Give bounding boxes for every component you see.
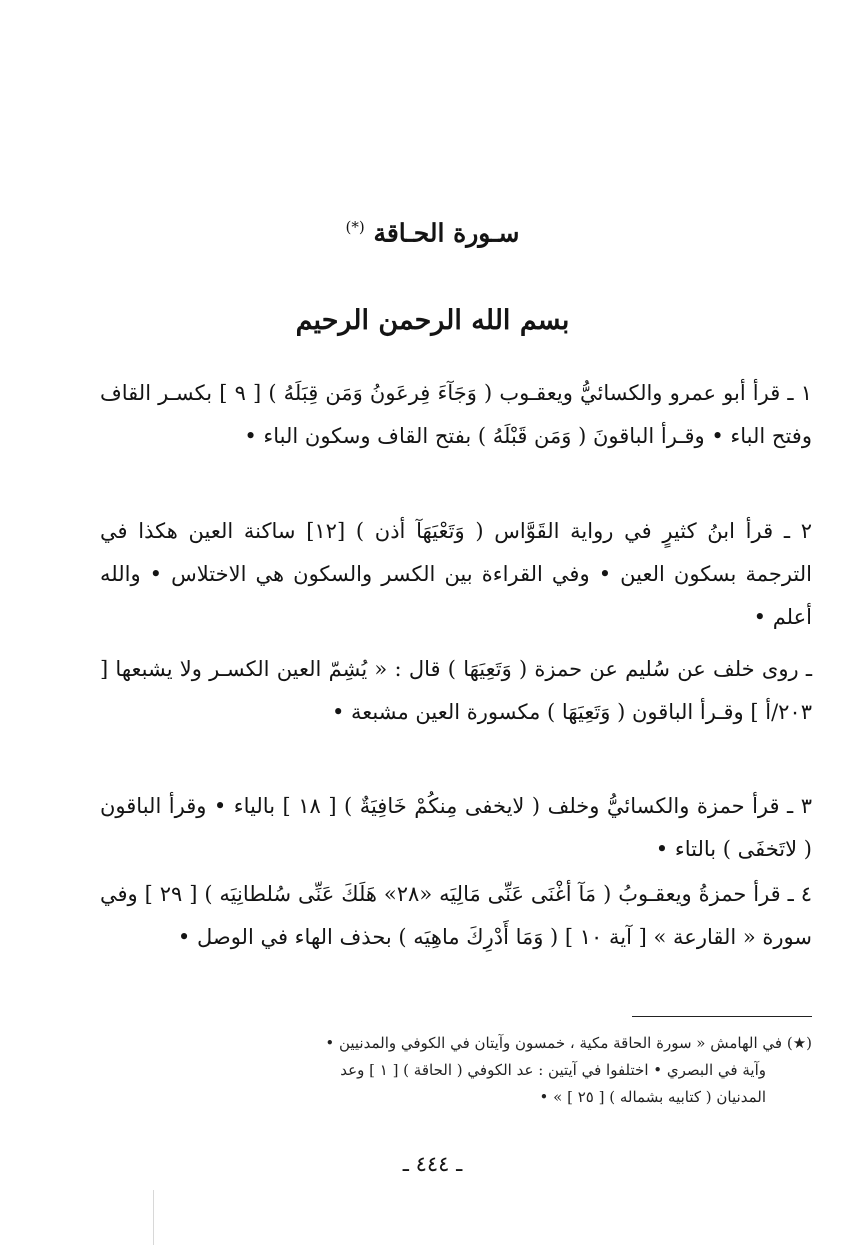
page-number: ـ ٤٤٤ ـ <box>402 1152 463 1176</box>
footnote-mark: (★) <box>786 1034 812 1052</box>
basmala: بسم الله الرحمن الرحيم <box>295 305 570 336</box>
footnote <box>98 1030 812 1111</box>
footnote-line-3: المدنيان ( كتابيه بشماله ) [ ٢٥ ] » • <box>539 1088 766 1106</box>
paragraph-2: ٢ ـ قرأ ابنُ كثيرٍ في رواية القَوَّاس ( وَتَعْيَهَآ أذن ) [١٢] ساكنة العين هكذا في الترجمة بسكون العين • وفي القراءة بين الكسر والسكون هي الاختلاس • والله أعلم • <box>100 519 813 629</box>
footnote-text-1: في الهامش « سورة الحاقة مكية ، خمسون وآيتان في الكوفي والمدنيين • <box>325 1034 783 1052</box>
footnote-marker: (*) <box>345 218 365 236</box>
paragraph-1: ١ ـ قرأ أبو عمرو والكسائيُّ ويعقـوب ( وَجَآءَ فِرعَونُ وَمَن قِبَلَهُ ) [ ٩ ] بكسـر القاف وفتح الباء • وقـرأ الباقونَ ( وَمَن قَبْلَهُ ) بفتح القاف وسكون الباء • <box>100 381 812 448</box>
footnote-line-1 <box>98 1030 812 1057</box>
footnote-divider <box>632 1016 812 1017</box>
surah-title <box>0 218 865 247</box>
paragraph-3: ـ روى خلف عن سُليم عن حمزة ( وَتَعِيَهَا ) قال : « يُشِمّ العين الكسـر ولا يشبعها [ ٢٠٣/أ ] وقـرأ الباقون ( وَتَعِيَهَا ) مكسورة العين مشبعة • <box>100 657 812 724</box>
surah-title-text: سـورة الحـاقة <box>373 218 520 248</box>
paragraph-4: ٣ ـ قرأ حمزة والكسائيُّ وخلف ( لايخفى مِنكُمْ خَافِيَةٌ ) [ ١٨ ] بالياء • وقرأ الباقون ( لاتَخفَى ) بالتاء • <box>100 794 812 861</box>
scan-edge-line <box>153 1190 154 1245</box>
paragraph-5: ٤ ـ قرأ حمزةُ ويعقـوبُ ( مَآ أغْنَى عَنِّى مَالِيَه «٢٨» هَلَكَ عَنِّى سُلطانِيَه ) [ ٢٩ ] وفي سورة « القارعة » [ آية ١٠ ] ( وَمَا أَدْرِكَ ماهِيَه ) بحذف الهاء في الوصل • <box>100 882 812 949</box>
footnote-line-2: وآية في البصري • اختلفوا في آيتين : عد الكوفي ( الحاقة ) [ ١ ] وعد <box>340 1061 766 1079</box>
